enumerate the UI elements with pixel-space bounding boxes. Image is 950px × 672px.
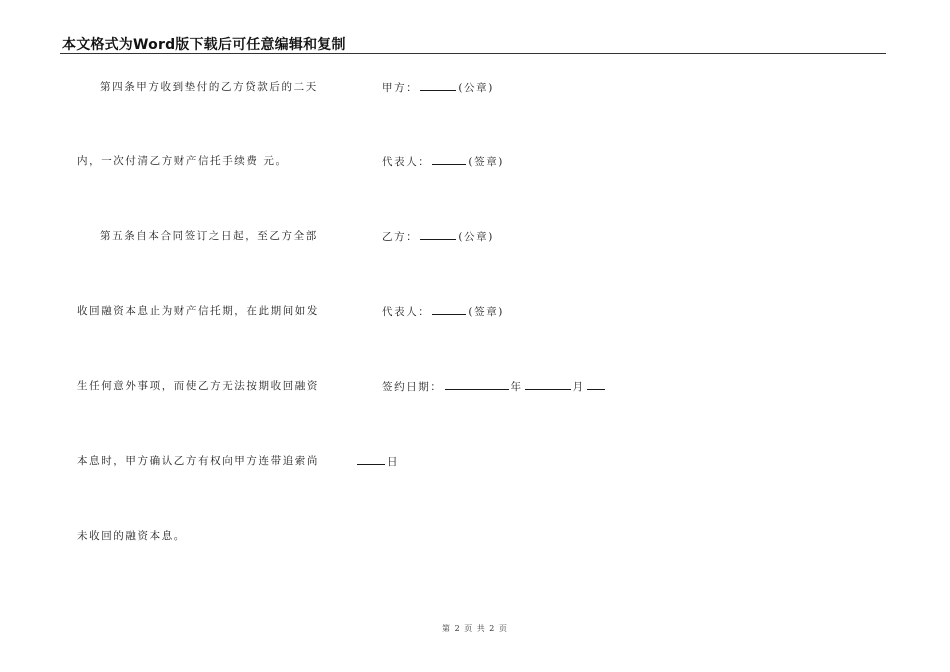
clause-line-6: 本息时，甲方确认乙方有权向甲方连带追索尚: [77, 455, 319, 467]
representative-1-label: 代表人：: [382, 156, 431, 168]
representative-1-blank: [432, 154, 466, 165]
clause-line-5: 生任何意外事项，而使乙方无法按期收回融资: [77, 380, 319, 392]
representative-1-signature-line: [382, 154, 504, 169]
party-a-blank: [420, 80, 456, 91]
clause-line-3: 第五条自本合同签订之日起，至乙方全部: [100, 230, 318, 242]
party-b-blank: [420, 229, 456, 240]
year-blank: [445, 379, 509, 390]
representative-2-blank: [432, 304, 466, 315]
page-number-footer: 第 2 页 共 2 页: [442, 624, 508, 633]
clause-line-2: 内，一次付清乙方财产信托手续费 元。: [77, 155, 288, 167]
representative-2-label: 代表人：: [382, 306, 431, 318]
representative-1-sign-note: (签章): [468, 156, 504, 168]
header-divider: [60, 53, 886, 54]
day-line: [357, 454, 399, 469]
clause-line-1: 第四条甲方收到垫付的乙方贷款后的二天: [100, 81, 318, 93]
day-char: 日: [387, 456, 400, 468]
party-a-signature-line: [382, 80, 494, 95]
day-blank: [357, 454, 385, 465]
representative-2-sign-note: (签章): [468, 306, 504, 318]
party-a-seal-note: (公章): [458, 82, 494, 94]
party-b-signature-line: [382, 229, 494, 244]
document-header-title: 本文格式为Word版下载后可任意编辑和复制: [62, 37, 346, 53]
party-b-seal-note: (公章): [458, 231, 494, 243]
clause-line-4: 收回融资本息止为财产信托期，在此期间如发: [77, 305, 319, 317]
party-a-label: 甲方：: [382, 82, 419, 94]
month-char: 月: [572, 381, 585, 393]
year-char: 年: [510, 381, 523, 393]
clause-line-7: 未收回的融资本息。: [77, 530, 186, 542]
party-b-label: 乙方：: [382, 231, 419, 243]
month-blank: [525, 379, 571, 390]
signing-date-line: [382, 379, 607, 394]
representative-2-signature-line: [382, 304, 504, 319]
signing-date-label: 签约日期：: [382, 381, 443, 393]
day-blank-end: [587, 379, 605, 390]
